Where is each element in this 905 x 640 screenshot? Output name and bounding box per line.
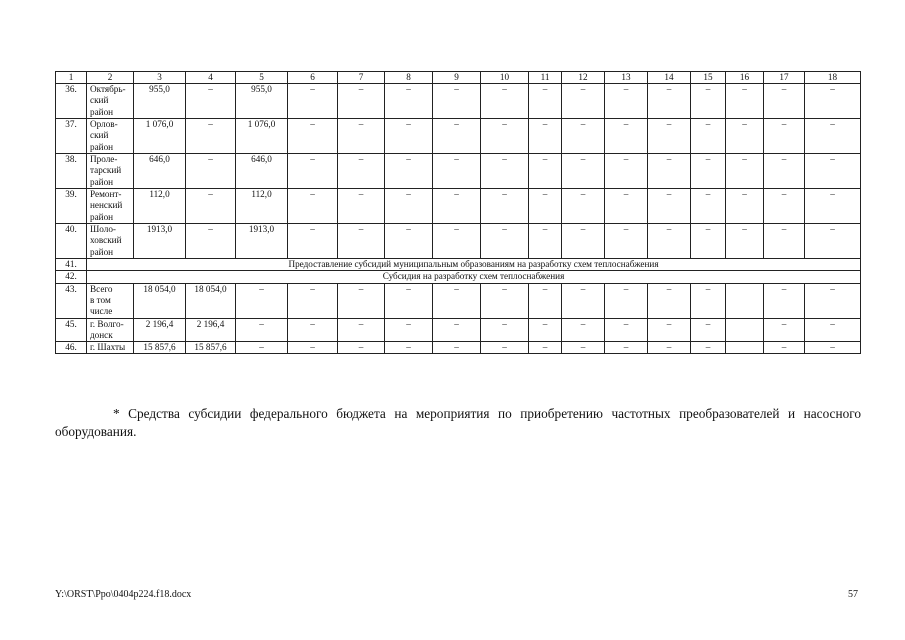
column-number-cell: 4 [186,72,236,84]
value-cell: 1 076,0 [236,119,288,154]
column-number-cell: 10 [481,72,529,84]
section-title: Субсидия на разработку схем теплоснабжения [87,271,861,283]
value-cell: – [648,318,691,341]
column-number-cell: 5 [236,72,288,84]
value-cell: – [338,342,385,354]
value-cell: – [691,342,726,354]
column-number-cell: 2 [87,72,134,84]
value-cell: – [691,283,726,318]
value-cell: – [481,224,529,259]
value-cell: – [726,224,764,259]
value-cell: – [691,224,726,259]
value-cell: – [433,119,481,154]
column-number-cell: 7 [338,72,385,84]
value-cell: – [562,189,605,224]
value-cell: – [764,224,805,259]
table-row [56,283,861,318]
value-cell: – [338,189,385,224]
column-number-row [56,72,861,84]
column-number-cell: 18 [805,72,861,84]
value-cell: – [529,318,562,341]
value-cell: – [691,318,726,341]
value-cell [726,318,764,341]
column-number-cell: 15 [691,72,726,84]
value-cell: – [764,283,805,318]
row-number: 46. [56,342,87,354]
value-cell: – [805,119,861,154]
row-number: 40. [56,224,87,259]
value-cell: – [385,154,433,189]
value-cell: – [338,283,385,318]
value-cell: – [186,84,236,119]
value-cell: – [385,224,433,259]
territory-name: г. Шахты [87,342,134,354]
section-title: Предоставление субсидий муниципальным образованиям на разработку схем теплоснабжения [87,259,861,271]
value-cell: – [288,224,338,259]
value-cell: – [648,224,691,259]
value-cell: 1913,0 [134,224,186,259]
value-cell: – [433,318,481,341]
value-cell: 1 076,0 [134,119,186,154]
value-cell: – [764,84,805,119]
territory-name: Всего в том числе [87,283,134,318]
value-cell: – [338,318,385,341]
section-row [56,271,861,283]
table-body [56,72,861,354]
value-cell: – [648,119,691,154]
value-cell: – [288,318,338,341]
value-cell: – [648,189,691,224]
table-row [56,119,861,154]
value-cell: – [726,154,764,189]
value-cell: – [433,84,481,119]
table-row [56,84,861,119]
value-cell: – [186,154,236,189]
value-cell: – [648,154,691,189]
value-cell: – [764,342,805,354]
value-cell: – [288,283,338,318]
territory-name: г. Волго- донск [87,318,134,341]
column-number-cell: 13 [605,72,648,84]
value-cell: – [288,189,338,224]
value-cell: – [338,119,385,154]
value-cell: – [529,84,562,119]
column-number-cell: 6 [288,72,338,84]
column-number-cell: 9 [433,72,481,84]
value-cell: – [562,84,605,119]
value-cell: – [764,318,805,341]
footer-file-path: Y:\ORST\Ppo\0404p224.f18.docx [55,589,192,600]
value-cell: 955,0 [134,84,186,119]
value-cell: – [481,342,529,354]
value-cell [726,283,764,318]
value-cell: – [605,283,648,318]
value-cell: – [605,318,648,341]
value-cell: – [605,84,648,119]
table-row [56,224,861,259]
row-number: 45. [56,318,87,341]
value-cell: – [562,119,605,154]
value-cell: – [385,318,433,341]
value-cell: 112,0 [236,189,288,224]
column-number-cell: 14 [648,72,691,84]
value-cell: – [726,84,764,119]
value-cell: – [481,84,529,119]
value-cell: – [605,342,648,354]
value-cell: – [236,342,288,354]
row-number: 38. [56,154,87,189]
value-cell: – [433,154,481,189]
value-cell: – [648,84,691,119]
value-cell: – [529,119,562,154]
value-cell [726,342,764,354]
section-row [56,259,861,271]
row-number: 42. [56,271,87,283]
value-cell: – [385,84,433,119]
value-cell: – [805,84,861,119]
value-cell: – [236,318,288,341]
value-cell: – [338,224,385,259]
value-cell: – [481,154,529,189]
value-cell: – [481,283,529,318]
value-cell: 112,0 [134,189,186,224]
value-cell: – [648,283,691,318]
value-cell: 2 196,4 [186,318,236,341]
value-cell: – [481,189,529,224]
value-cell: – [764,119,805,154]
value-cell: 646,0 [134,154,186,189]
value-cell: – [805,342,861,354]
value-cell: – [385,189,433,224]
row-number: 43. [56,283,87,318]
value-cell: – [605,189,648,224]
value-cell: 646,0 [236,154,288,189]
value-cell: – [562,154,605,189]
value-cell: – [562,318,605,341]
column-number-cell: 17 [764,72,805,84]
value-cell: – [481,119,529,154]
value-cell: – [691,84,726,119]
value-cell: 1913,0 [236,224,288,259]
value-cell: – [605,154,648,189]
value-cell: – [726,119,764,154]
footnote: * Средства субсидии федерального бюджета на мероприятия по приобретению частотных преобразователей и насосного оборудования. [55,406,861,440]
value-cell: – [691,189,726,224]
value-cell: – [562,342,605,354]
value-cell: – [805,189,861,224]
value-cell: – [385,342,433,354]
value-cell: – [805,224,861,259]
column-number-cell: 1 [56,72,87,84]
footer-page-number: 57 [848,589,858,600]
value-cell: 15 857,6 [134,342,186,354]
value-cell: – [726,189,764,224]
table-row [56,342,861,354]
value-cell: 955,0 [236,84,288,119]
value-cell: – [385,119,433,154]
value-cell: – [288,342,338,354]
value-cell: – [433,283,481,318]
value-cell: – [433,224,481,259]
value-cell: – [691,119,726,154]
value-cell: – [433,189,481,224]
value-cell: – [805,318,861,341]
table-row [56,189,861,224]
column-number-cell: 8 [385,72,433,84]
column-number-cell: 16 [726,72,764,84]
value-cell: 18 054,0 [134,283,186,318]
territory-name: Проле- тарский район [87,154,134,189]
table-row [56,154,861,189]
value-cell: – [529,189,562,224]
value-cell: – [186,189,236,224]
territory-name: Шоло- ховский район [87,224,134,259]
value-cell: – [433,342,481,354]
row-number: 39. [56,189,87,224]
value-cell: – [529,224,562,259]
value-cell: – [605,119,648,154]
value-cell: – [805,283,861,318]
value-cell: 2 196,4 [134,318,186,341]
value-cell: – [288,84,338,119]
value-cell: – [186,224,236,259]
value-cell: – [338,154,385,189]
row-number: 36. [56,84,87,119]
value-cell: – [481,318,529,341]
value-cell: – [764,189,805,224]
value-cell: – [338,84,385,119]
value-cell: – [605,224,648,259]
value-cell: – [529,154,562,189]
value-cell: – [288,154,338,189]
territory-name: Октябрь- ский район [87,84,134,119]
row-number: 37. [56,119,87,154]
value-cell: – [648,342,691,354]
value-cell: – [236,283,288,318]
territory-name: Орлов- ский район [87,119,134,154]
value-cell: 18 054,0 [186,283,236,318]
value-cell: – [764,154,805,189]
column-number-cell: 3 [134,72,186,84]
value-cell: – [288,119,338,154]
value-cell: 15 857,6 [186,342,236,354]
subsidy-table [55,71,861,354]
column-number-cell: 11 [529,72,562,84]
value-cell: – [805,154,861,189]
value-cell: – [691,154,726,189]
value-cell: – [562,224,605,259]
value-cell: – [562,283,605,318]
value-cell: – [186,119,236,154]
row-number: 41. [56,259,87,271]
value-cell: – [529,283,562,318]
table-row [56,318,861,341]
column-number-cell: 12 [562,72,605,84]
territory-name: Ремонт- ненский район [87,189,134,224]
value-cell: – [385,283,433,318]
value-cell: – [529,342,562,354]
